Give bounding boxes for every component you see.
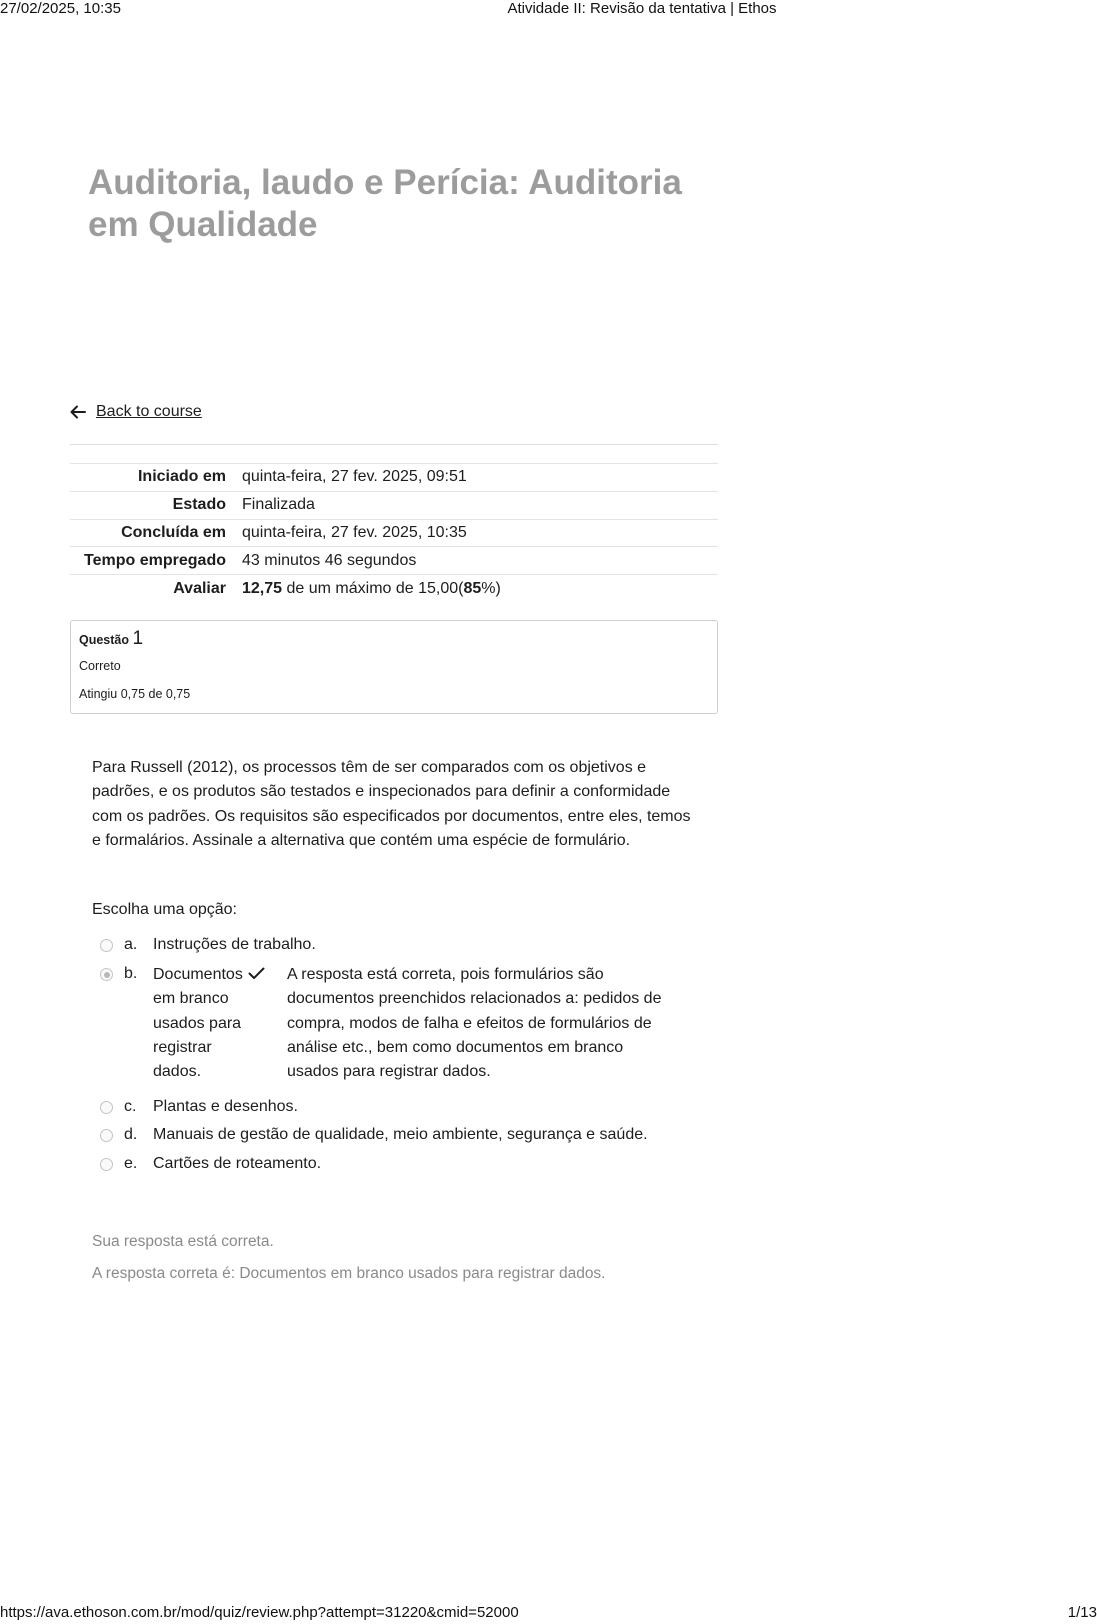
print-header [0,0,1097,20]
question-text: Para Russell (2012), os processos têm de ser comparados com os objetivos e padrões, e os produtos são testados e inspecionados para definir a conformidade com os padrões. Os requisitos são especificados por documentos, entre eles, temos e formalários. Assinale a alternativa que contém uma espécie de formulário. [92,759,691,849]
print-page-number: 1/13 [1067,1604,1097,1621]
summary-label: Estado [70,491,242,519]
summary-label: Concluída em [70,519,242,547]
print-url: https://ava.ethoson.com.br/mod/quiz/review.php?attempt=31220&cmid=52000 [0,1604,519,1621]
radio-button-checked[interactable] [100,968,113,981]
option-letter: b. [124,965,138,982]
summary-row-completed [70,519,718,547]
radio-button[interactable] [100,1158,113,1171]
print-timestamp: 27/02/2025, 10:35 [0,0,121,17]
question-grade: Atingiu 0,75 de 0,75 [79,687,191,701]
summary-row-grade [70,575,718,602]
summary-label: Iniciado em [70,464,242,492]
check-icon [248,967,265,980]
grade-middle: de um máximo de 15,00( [282,579,464,597]
grade-percent: 85 [463,579,482,597]
course-title: Auditoria, laudo e Perícia: Auditoria em Qualidade [88,163,682,244]
question-info-box [70,620,718,714]
feedback-outcome: Sua resposta está correta. [92,1233,274,1250]
option-letter: e. [124,1155,138,1172]
question-state: Correto [79,659,121,673]
summary-label: Avaliar [70,575,242,602]
option-feedback: A resposta está correta, pois formulários são documentos preenchidos relacionados a: pedidos de compra, modos de falha e efeitos de formulários de análise etc., bem como documentos em branco usados para registrar dados. [287,966,662,1081]
print-page-title: Atividade II: Revisão da tentativa | Ethos [507,0,777,17]
summary-row-time-taken [70,547,718,575]
grade-tail: %) [481,579,501,597]
radio-button[interactable] [100,1129,113,1142]
radio-button[interactable] [100,939,113,952]
summary-value: quinta-feira, 27 fev. 2025, 10:35 [242,519,718,547]
option-text: Manuais de gestão de qualidade, meio ambiente, segurança e saúde. [153,1126,648,1143]
arrow-left-icon [70,405,86,419]
option-letter: a. [124,936,138,953]
option-letter: c. [124,1098,137,1115]
question-number-value: 1 [132,628,144,649]
option-letter: d. [124,1126,138,1143]
summary-value: Finalizada [242,491,718,519]
answer-prompt: Escolha uma opção: [92,901,237,918]
back-to-course-link[interactable] [70,403,202,421]
option-text: Instruções de trabalho. [153,936,316,953]
radio-button[interactable] [100,1101,113,1114]
option-text: Plantas e desenhos. [153,1098,298,1115]
summary-label: Tempo empregado [70,547,242,575]
summary-row-started [70,464,718,492]
grade-value [242,575,718,602]
attempt-summary-table [70,463,718,602]
summary-value: 43 minutos 46 segundos [242,547,718,575]
grade-score: 12,75 [242,579,283,597]
summary-value: quinta-feira, 27 fev. 2025, 09:51 [242,464,718,492]
option-text: Cartões de roteamento. [153,1155,322,1172]
back-to-course-label: Back to course [96,403,202,420]
summary-row-state [70,491,718,519]
question-label: Questão [79,633,130,647]
divider [70,444,718,445]
question-number [79,628,143,650]
feedback-right-answer: A resposta correta é: Documentos em branco usados para registrar dados. [92,1265,606,1282]
option-text: Documentos em branco usados para registrar dados. [153,966,243,1081]
